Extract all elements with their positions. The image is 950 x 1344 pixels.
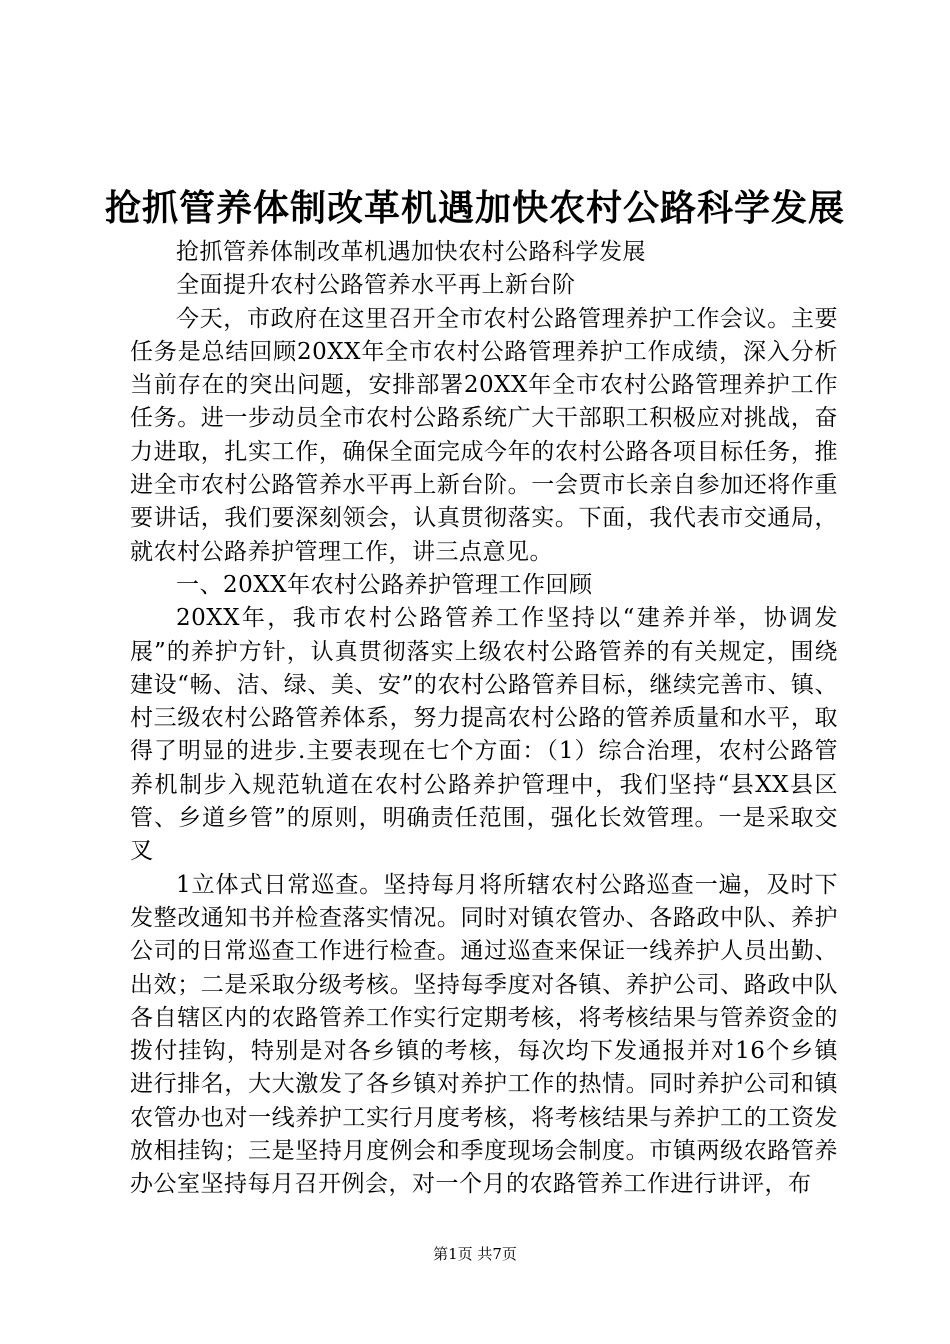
subtitle-line-2: 全面提升农村公路管养水平再上新台阶 [176,272,576,299]
subtitle-line-1: 抢抓管养体制改革机遇加快农村公路科学发展 [176,239,646,265]
page-number-footer: 第1页 共7页 [433,1245,517,1263]
intro-paragraph: 今天，市政府在这里召开全市农村公路管理养护工作会议。主要任务是总结回顾20XX年全市农村公路管理养护工作成绩，深入分析当前存在的突出问题，安排部署20XX年全市农村公路管理养护工作任务。进一步动员全市农村公路系统广大干部职工积极应对挑战，奋力进取，扎实工作，确保全面完成今年的农村公路各项目标任务，推进全市农村公路管养水平再上新台阶。一会贾市长亲自参加还将作重要讲话，我们要深刻领会，认真贯彻落实。下面，我代表市交通局，就农村公路养护管理工作，讲三点意见。 [130,305,838,565]
document-title: 抢抓管养体制改革机遇加快农村公路科学发展 [104,187,845,229]
document-body [130,236,838,1202]
section-heading-review: 一、20XX年农村公路养护管理工作回顾 [176,571,593,598]
review-paragraph: 20XX年，我市农村公路管养工作坚持以“建养并举，协调发展”的养护方针，认真贯彻落实上级农村公路管养的有关规定，围绕建设“畅、洁、绿、美、安”的农村公路管养目标，继续完善市、镇、村三级农村公路管养体系，努力提高农村公路的管养质量和水平，取得了明显的进步.主要表现在七个方面：（1）综合治理，农村公路管养机制步入规范轨道在农村公路养护管理中，我们坚持“县XX县区管、乡道乡管”的原则，明确责任范围，强化长效管理。一是采取交叉 [130,605,838,865]
inspection-paragraph: 1立体式日常巡查。坚持每月将所辖农村公路巡查一遍，及时下发整改通知书并检查落实情况。同时对镇农管办、各路政中队、养护公司的日常巡查工作进行检查。通过巡查来保证一线养护人员出勤、出效；二是采取分级考核。坚持每季度对各镇、养护公司、路政中队各自辖区内的农路管养工作实行定期考核，将考核结果与管养资金的拨付挂钩，特别是对各乡镇的考核，每次均下发通报并对16个乡镇进行排名，大大激发了各乡镇对养护工作的热情。同时养护公司和镇农管办也对一线养护工实行月度考核，将考核结果与养护工的工资发放相挂钩；三是坚持月度例会和季度现场会制度。市镇两级农路管养办公室坚持每月召开例会，对一个月的农路管养工作进行讲评，布 [130,871,838,1198]
